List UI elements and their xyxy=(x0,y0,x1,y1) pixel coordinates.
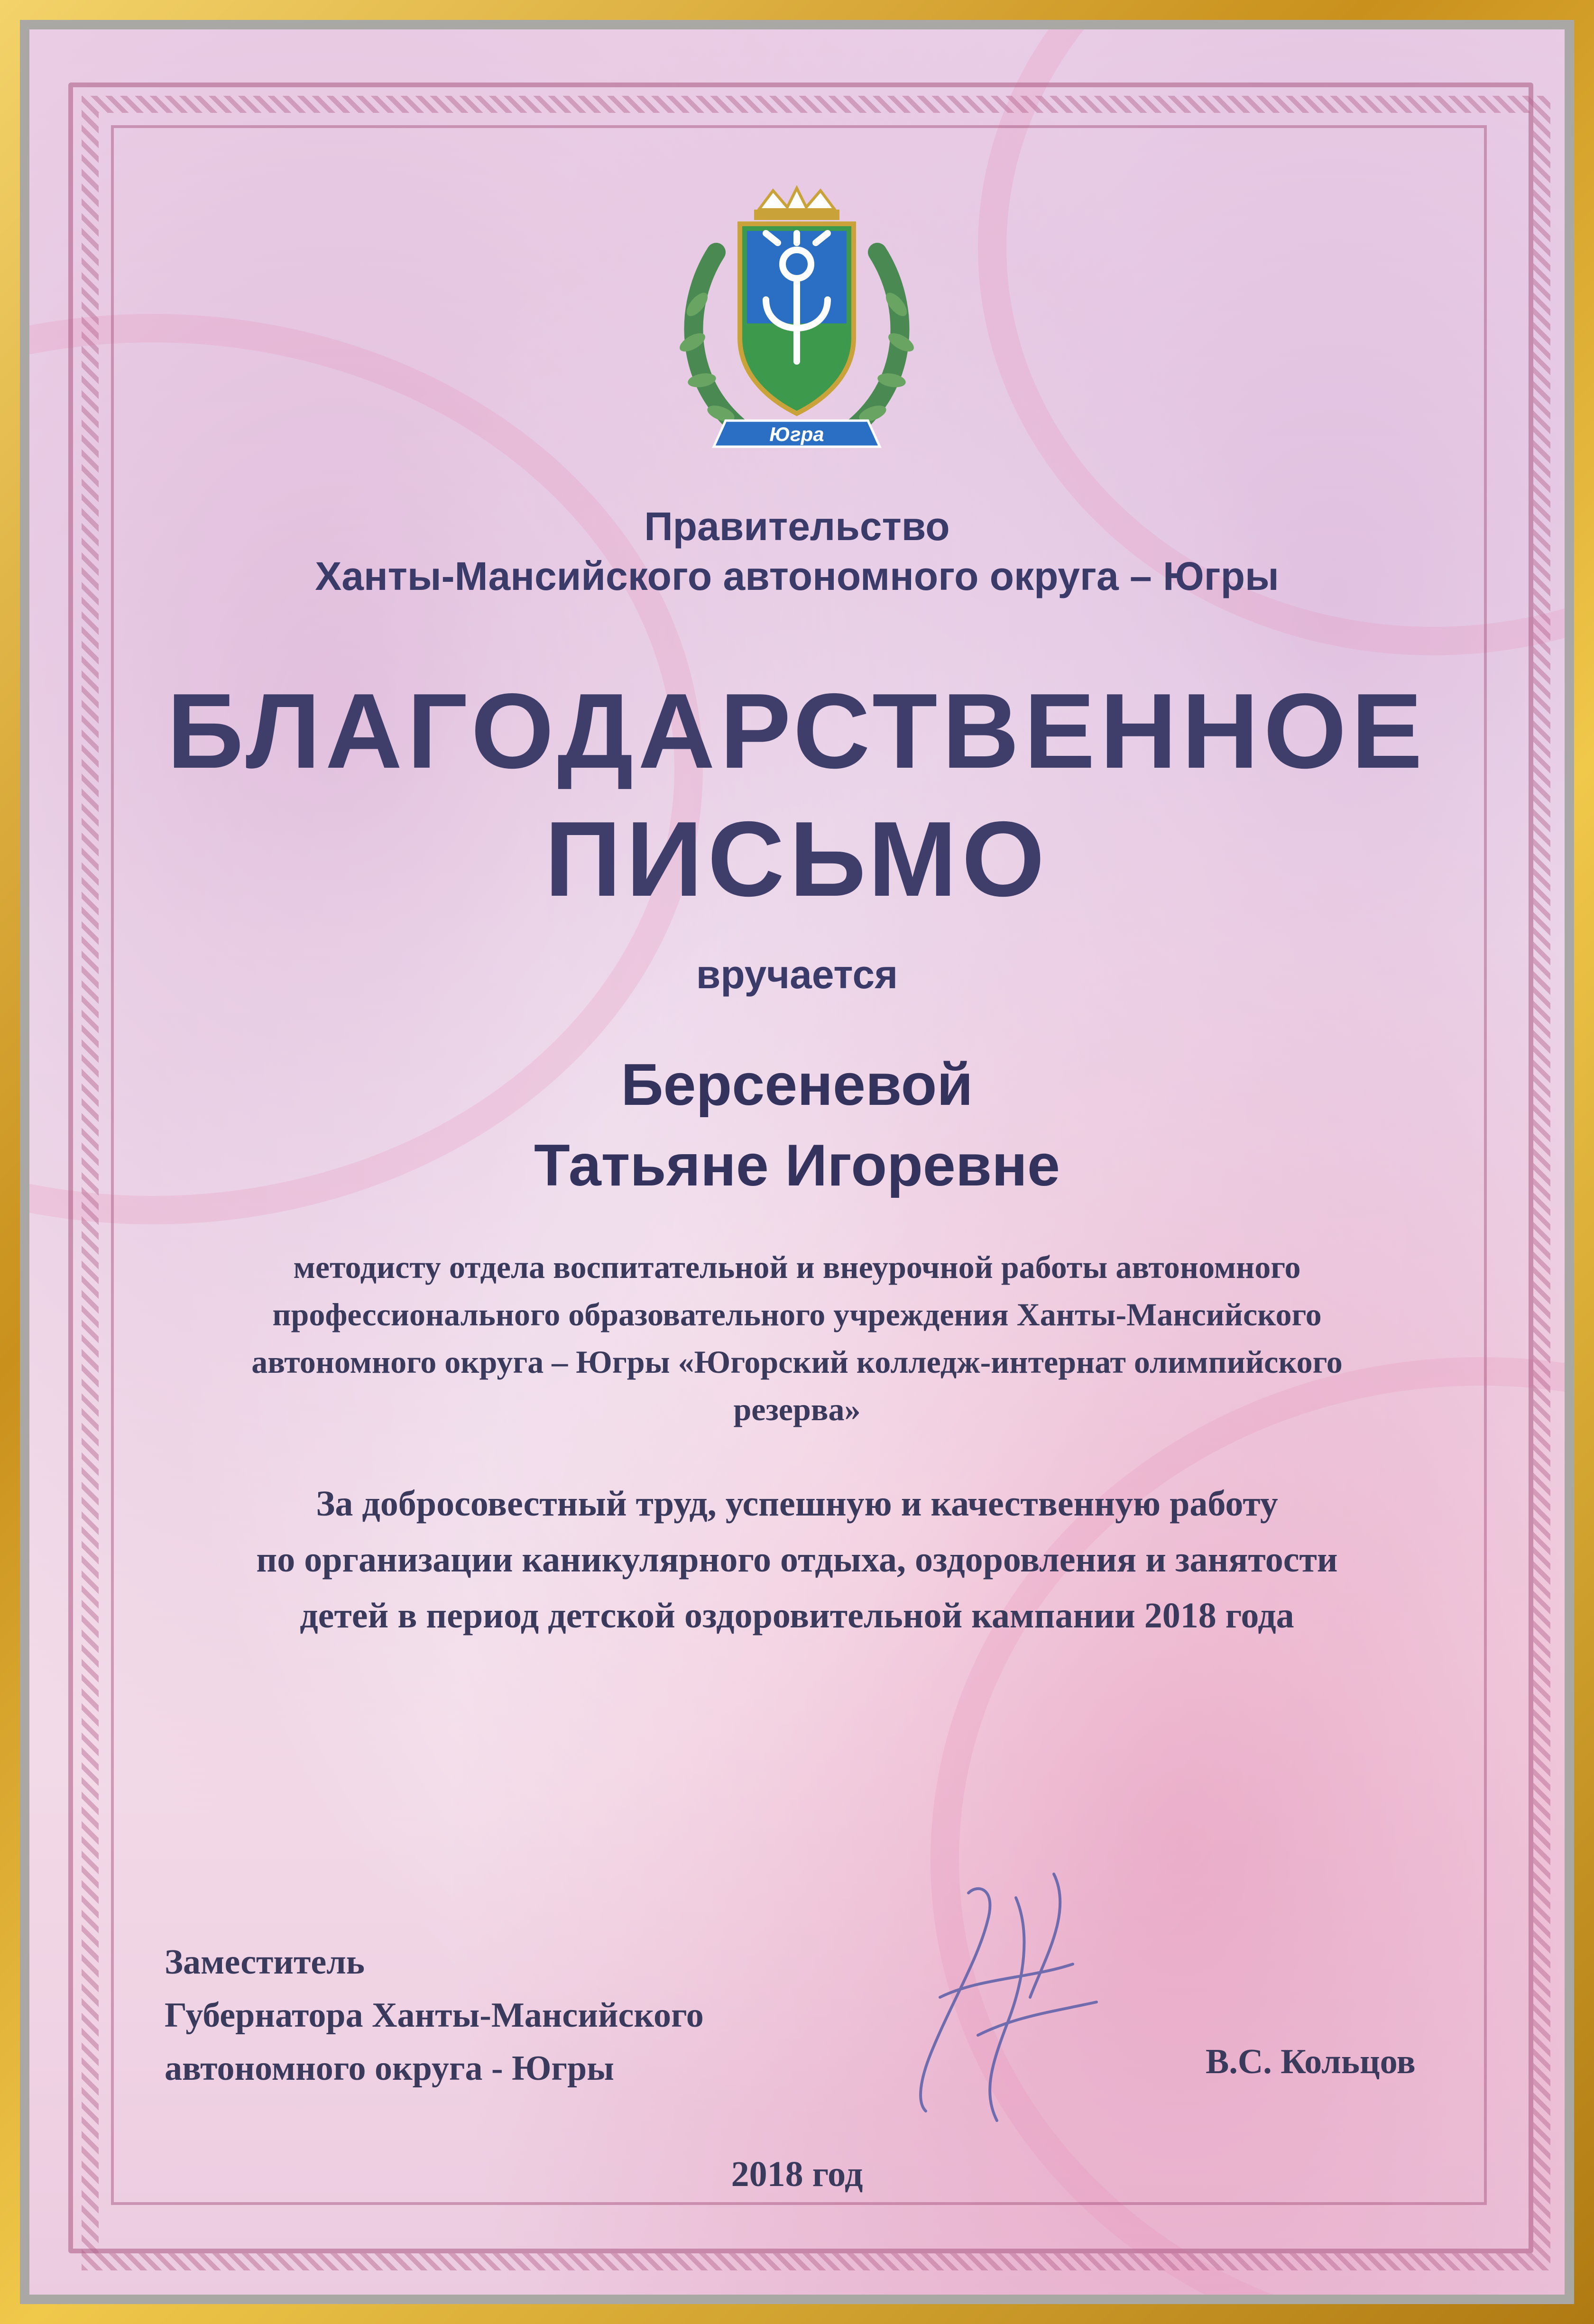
document-title-line-2: ПИСЬМО xyxy=(544,799,1050,919)
document-title-line-1: БЛАГОДАРСТВЕННОЕ xyxy=(166,671,1428,790)
awarded-label: вручается xyxy=(696,952,898,997)
reason-line: по организации каникулярного отдыха, оздоровления и занятости xyxy=(256,1540,1338,1580)
position-line: резерва» xyxy=(733,1391,861,1427)
certificate-sheet xyxy=(29,29,1565,2295)
signatory-title-line: автономного округа - Югры xyxy=(165,2049,614,2088)
signatory-name: В.С. Кольцов xyxy=(1206,2042,1416,2081)
signatory-title-line: Заместитель xyxy=(165,1943,365,1982)
issue-year: 2018 год xyxy=(731,2154,863,2194)
government-line-1: Правительство xyxy=(644,504,950,549)
emblem-ribbon-text: Югра xyxy=(769,423,824,445)
reason-line: детей в период детской оздоровительной кампании 2018 года xyxy=(300,1596,1294,1635)
handwritten-signature-icon xyxy=(874,1855,1139,2149)
government-line-2: Ханты-Мансийского автономного округа – Югры xyxy=(315,554,1279,598)
recipient-surname: Берсеневой xyxy=(621,1052,973,1118)
signatory-title xyxy=(165,1936,704,2095)
position-line: методисту отдела воспитательной и внеурочной работы автономного xyxy=(293,1249,1301,1285)
signatory-title-line: Губернатора Ханты-Мансийского xyxy=(165,1996,704,2035)
coat-of-arms-icon xyxy=(664,181,930,475)
position-line: профессионального образовательного учреждения Ханты-Мансийского xyxy=(272,1296,1322,1332)
recipient-given-names: Татьяне Игоревне xyxy=(534,1133,1060,1198)
position-line: автономного округа – Югры «Югорский колледж-интернат олимпийского xyxy=(251,1344,1343,1380)
reason-line: За добросовестный труд, успешную и качественную работу xyxy=(316,1484,1278,1524)
